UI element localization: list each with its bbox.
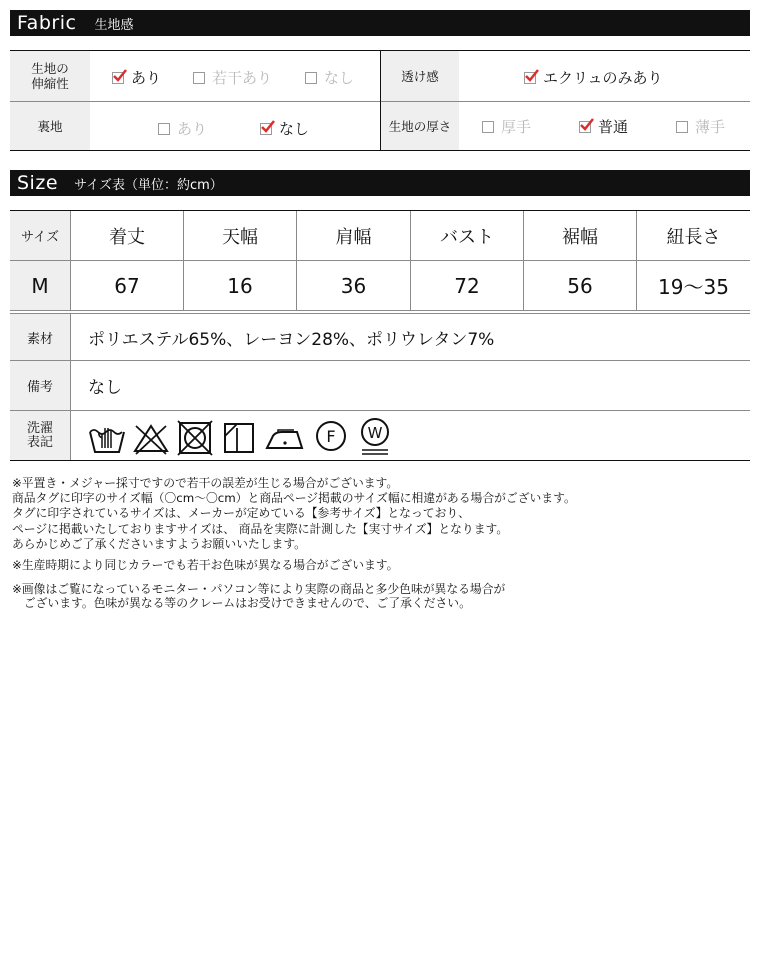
note-line: あらかじめご了承くださいますようお願いいたします。 xyxy=(12,537,306,551)
stretch-option-label: 若干あり xyxy=(212,69,273,87)
value-strap-length: 19〜35 xyxy=(658,275,729,299)
checkbox-checked xyxy=(112,72,124,84)
care-label xyxy=(10,411,70,460)
lining-option-ari xyxy=(158,118,207,139)
lining-option-label: なし xyxy=(279,120,310,138)
value-shoulder: 36 xyxy=(340,273,367,298)
header-bust: バスト xyxy=(440,226,494,248)
checkbox-checked xyxy=(260,123,272,135)
material-value: ポリエステル65%、レーヨン28%、ポリウレタン7% xyxy=(88,329,495,350)
hand-wash-icon xyxy=(88,418,126,456)
detail-col-line xyxy=(70,314,71,460)
stretch-label xyxy=(10,51,90,101)
remarks-value: なし xyxy=(88,378,122,398)
stretch-label-line1: 生地の xyxy=(31,61,69,76)
value-hem-width: 56 xyxy=(567,273,593,298)
dry-clean-letter: F xyxy=(326,427,336,446)
thickness-label-text: 生地の厚さ xyxy=(388,118,452,134)
remarks-label: 備考 xyxy=(10,361,70,410)
checkbox-unchecked xyxy=(482,121,494,133)
size-table-bottom-border xyxy=(10,460,750,461)
value-top-width: 16 xyxy=(227,273,253,298)
sheer-label xyxy=(381,51,459,101)
value-bust: 72 xyxy=(454,273,480,298)
check-icon xyxy=(524,68,540,84)
low-iron-icon xyxy=(264,418,306,456)
line-dry-shade-icon xyxy=(220,418,258,456)
value-length: 67 xyxy=(114,273,140,298)
remarks-divider xyxy=(10,410,750,411)
thickness-label xyxy=(381,102,459,150)
thickness-option-usude xyxy=(676,116,725,137)
care-label-line1: 洗濯 xyxy=(26,420,53,436)
checkbox-checked xyxy=(524,72,536,84)
thickness-option-atsude xyxy=(482,116,531,137)
care-label-line2: 表記 xyxy=(26,434,53,450)
note-line: タグに印字されているサイズは、メーカーが定めている【参考サイズ】となっており、 xyxy=(12,506,470,520)
header-hem-width: 裾幅 xyxy=(562,226,598,248)
wet-clean-letter: W xyxy=(367,424,383,442)
lining-option-label: あり xyxy=(177,120,208,138)
sheer-option-label: エクリュのみあり xyxy=(543,69,663,87)
material-label: 素材 xyxy=(10,314,70,360)
size-table-divider-a xyxy=(10,310,750,311)
note-line: ※生産時期により同じカラーでも若干お色味が異なる場合がございます。 xyxy=(12,558,399,572)
stretch-option-label: あり xyxy=(131,69,162,87)
checkbox-unchecked xyxy=(305,72,317,84)
stretch-option-nashi xyxy=(305,67,354,88)
check-icon xyxy=(112,68,128,84)
checkbox-unchecked xyxy=(193,72,205,84)
size-title: Size xyxy=(17,172,59,194)
dry-clean-f-icon xyxy=(312,418,350,456)
care-icons xyxy=(88,416,400,458)
fabric-bottom-border xyxy=(10,150,750,151)
stretch-label-line2: 伸縮性 xyxy=(31,76,69,91)
header-length: 着丈 xyxy=(109,226,145,248)
checkbox-unchecked xyxy=(158,123,170,135)
sheer-label-text: 透け感 xyxy=(401,68,439,84)
note-line: 商品タグに印字のサイズ幅（〇cm〜〇cm）と商品ページ掲載のサイズ幅に相違がある場合がございます。 xyxy=(12,491,576,505)
note-line: ※平置き・メジャー採寸ですので若干の誤差が生じる場合がございます。 xyxy=(12,476,399,490)
lining-label-text: 裏地 xyxy=(37,118,63,134)
header-strap-length: 紐長さ xyxy=(666,226,721,248)
fabric-header-bar xyxy=(10,10,750,36)
sheer-option-ecru xyxy=(524,67,663,88)
thickness-option-label: 薄手 xyxy=(695,118,726,136)
size-subtitle: サイズ表（単位：約cm） xyxy=(74,177,223,193)
no-tumble-dry-icon xyxy=(176,418,214,456)
stretch-option-ari xyxy=(112,67,161,88)
check-icon xyxy=(579,117,595,133)
lining-label xyxy=(10,102,90,150)
thickness-option-label: 厚手 xyxy=(501,118,532,136)
no-bleach-icon xyxy=(132,418,170,456)
check-icon xyxy=(260,119,276,135)
fabric-subtitle: 生地感 xyxy=(94,17,134,33)
thickness-option-futsu xyxy=(579,116,628,137)
note-line: ※画像はご覧になっているモニター・パソコン等により実際の商品と多少色味が異なる場合が xyxy=(12,582,506,596)
table-row-size: M xyxy=(10,261,70,310)
size-header-bar xyxy=(10,170,750,196)
checkbox-checked xyxy=(579,121,591,133)
header-top-width: 天幅 xyxy=(222,226,258,248)
stretch-option-jakkan xyxy=(193,67,272,88)
header-size: サイズ xyxy=(10,211,70,260)
thickness-option-label: 普通 xyxy=(598,118,629,136)
fabric-title: Fabric xyxy=(17,12,77,34)
note-line: ございます。色味が異なる等のクレームはお受けできませんので、ご了承ください。 xyxy=(12,596,471,610)
header-shoulder: 肩幅 xyxy=(335,226,372,248)
lining-option-nashi xyxy=(260,118,309,139)
checkbox-unchecked xyxy=(676,121,688,133)
stretch-option-label: なし xyxy=(324,69,355,87)
wet-clean-w-icon xyxy=(356,416,394,458)
note-line: ページに掲載いたしておりますサイズは、 商品を実際に計測した【実寸サイズ】となります。 xyxy=(12,522,509,536)
